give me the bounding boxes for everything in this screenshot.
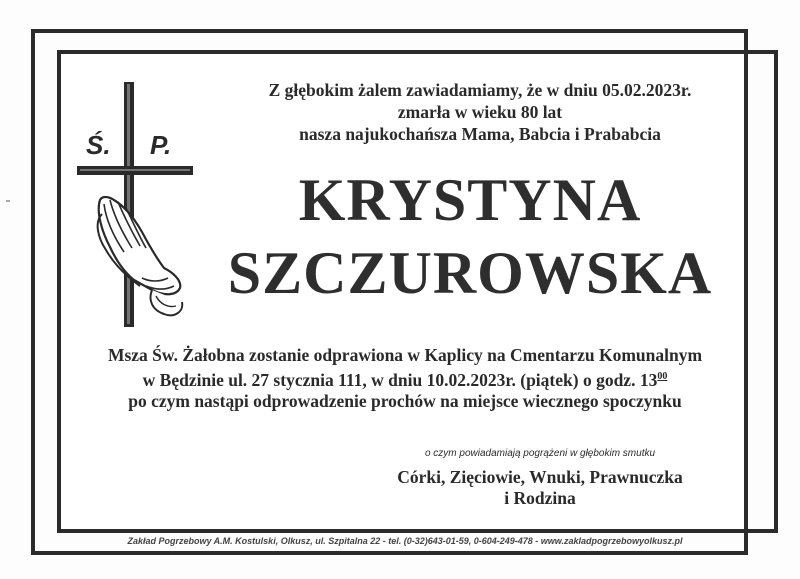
mass-details	[60, 345, 750, 412]
deceased-first-name: KRYSTYNA	[298, 167, 642, 233]
intro-line-1: Z głębokim żalem zawiadamiamy, że w dniu 05.02.2023r.	[268, 80, 692, 100]
notice-text: o czym powiadamiają pogrążeni w głębokim smutku	[424, 448, 656, 459]
mass-time-minutes: 00	[657, 371, 668, 382]
mass-line-3: po czym nastąpi odprowadzenie prochów na miejsce wiecznego spoczynku	[128, 391, 682, 411]
family-line-1: Córki, Zięciowie, Wnuki, Prawnuczka	[397, 467, 683, 487]
mass-line-2	[60, 366, 750, 391]
family-signature	[380, 467, 700, 509]
family-line-2: i Rodzina	[504, 488, 576, 508]
marker-right: P.	[150, 130, 172, 160]
marker-left: Ś.	[86, 130, 111, 160]
mass-line-2-text: w Będzinie ul. 27 stycznia 111, w dniu 10.02.2023r. (piątek) o godz. 13	[142, 370, 658, 390]
intro-line-3: nasza najukochańsza Mama, Babcia i Prababcia	[299, 124, 661, 144]
funeral-home-footer: Zakład Pogrzebowy A.M. Kostulski, Olkusz, ul. Szpitalna 22 - tel. (0-32)643-01-59, 0-604-249-478 - www.zakladpogrzebowyolkusz.pl	[127, 536, 683, 546]
deceased-last-name: SZCZUROWSKA	[227, 240, 713, 306]
intro-text	[200, 79, 760, 145]
scan-speck	[6, 200, 10, 202]
mass-line-1: Msza Św. Żałobna zostanie odprawiona w Kaplicy na Cmentarzu Komunalnym	[107, 345, 703, 365]
intro-line-2: zmarła w wieku 80 lat	[397, 102, 563, 122]
cross-with-praying-hands-icon	[72, 82, 197, 332]
